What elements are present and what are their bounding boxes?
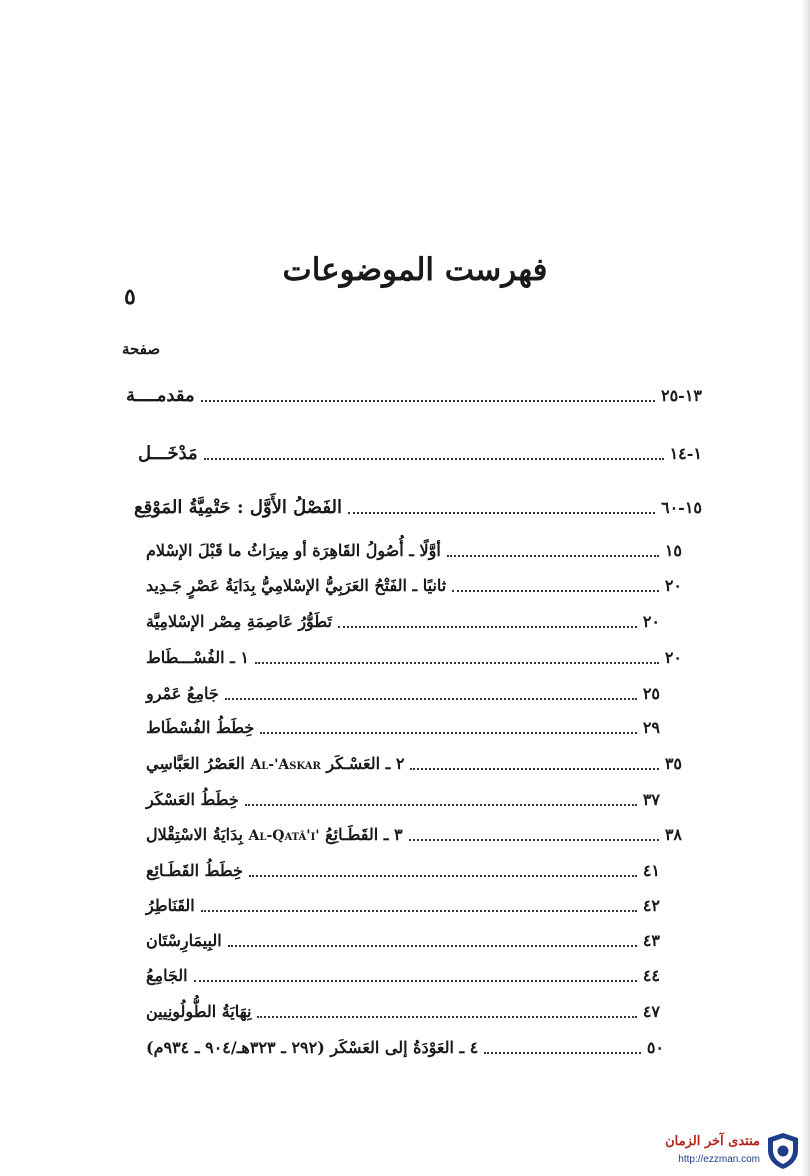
toc-entry-introduction[interactable]	[118, 380, 702, 410]
toc-entry-fustat-plans[interactable]	[138, 712, 660, 742]
toc-entry-return-to-askar[interactable]	[138, 1032, 664, 1062]
dot-leader	[201, 910, 637, 912]
watermark-name: منتدى آخر الزمان	[665, 1134, 760, 1149]
dot-leader	[194, 980, 637, 982]
toc-entry-label	[138, 754, 404, 773]
toc-entry-pages: ٢٠	[664, 575, 682, 595]
toc-entry-label: القَنَاطِرُ	[146, 895, 195, 915]
watermark-logo[interactable]	[658, 1132, 804, 1172]
dot-leader	[409, 839, 659, 841]
toc-entry-hospital[interactable]	[138, 925, 660, 955]
dot-leader	[452, 590, 659, 592]
toc-entry-pages: ٢٠	[664, 647, 682, 667]
dot-leader	[228, 945, 637, 947]
page-column-label: صفحة	[122, 340, 161, 358]
dot-leader	[245, 804, 637, 806]
toc-entry-label: ١ ـ الفُسْـــطَاط	[146, 647, 249, 667]
toc-entry-label: خِطَطُ الفُسْطَاط	[146, 717, 255, 737]
toc-entry-label: خِطَطُ القَطَـائِع	[146, 860, 243, 880]
toc-entry-label: الفَصْلُ الأَوَّل : حَتْمِيَّةُ المَوْقِع	[134, 496, 343, 518]
toc-entry-pages: ٢٠	[642, 611, 660, 631]
toc-entry-askar-plans[interactable]	[138, 784, 660, 814]
toc-entry-label-arabic-suffix: بِدَايَةُ الاسْتِقْلال	[146, 824, 243, 844]
toc-entry-tulunid-end[interactable]	[138, 996, 660, 1026]
toc-entry-pages: ٢٩	[642, 717, 660, 737]
toc-entry-pages: ١-١٤	[669, 443, 702, 463]
toc-entry-pages: ٤١	[642, 860, 660, 880]
dot-leader	[410, 768, 658, 770]
dot-leader	[260, 732, 637, 734]
toc-entry-pages: ٤٣	[642, 930, 660, 950]
toc-entry-label: ثانيًا ـ الفَتْحُ العَرَبِيُّ الإسْلامِيُّ بِدَايَةُ عَصْرٍ جَـدِيد	[146, 575, 447, 595]
toc-entry-pages: ٣٥	[664, 753, 682, 773]
dot-leader	[257, 1016, 636, 1018]
toc-entry-label-arabic: ٣ ـ القَطَـائِعُ	[325, 824, 403, 844]
toc-entry-pages: ١٥-٦٠	[660, 497, 702, 517]
toc-entry-pages: ٤٢	[642, 895, 660, 915]
dot-leader	[201, 400, 655, 402]
toc-entry-fustat[interactable]	[138, 642, 682, 672]
toc-entry-label: جَامِعُ عَمْرو	[146, 683, 219, 703]
toc-entry-askar[interactable]	[138, 748, 682, 778]
shield-logo-icon	[766, 1132, 800, 1170]
toc-entry-amr-mosque[interactable]	[138, 678, 660, 708]
toc-entry-mosque[interactable]	[138, 960, 660, 990]
toc-entry-pages: ٣٨	[664, 824, 682, 844]
dot-leader	[255, 662, 659, 664]
toc-entry-pages: ١٥	[664, 540, 682, 560]
dot-leader	[338, 626, 637, 628]
dot-leader	[484, 1052, 640, 1054]
toc-entry-chapter-1[interactable]	[126, 492, 702, 522]
toc-entry-pages: ٣٧	[642, 789, 660, 809]
toc-entry-label: البِيمَارِسْتَان	[146, 930, 222, 950]
toc-entry-pages: ٥٠	[646, 1037, 664, 1057]
toc-entry-pages: ٤٧	[642, 1001, 660, 1021]
toc-entry-label	[138, 825, 403, 844]
dot-leader	[249, 875, 637, 877]
page-title: فهرست الموضوعات	[282, 252, 548, 288]
toc-entry-label-arabic-suffix: العَصْرُ العَبَّاسِي	[146, 753, 245, 773]
toc-entry-preface[interactable]	[130, 438, 702, 468]
page-number: ٥	[124, 284, 136, 310]
toc-entry-label-latin: Al-Qatâ'i'	[248, 827, 320, 844]
toc-entry-capital-development[interactable]	[138, 606, 660, 636]
watermark-url[interactable]: http://ezzman.com	[678, 1154, 760, 1165]
toc-entry-label: الجَامِعُ	[146, 965, 188, 985]
toc-entry-label: ٤ ـ العَوْدَةُ إلى العَسْكَر (٢٩٢ ـ ٣٢٣هـ/٩٠٤ ـ ٩٣٤م)	[146, 1037, 479, 1057]
dot-leader	[204, 458, 664, 460]
dot-leader	[447, 555, 659, 557]
toc-entry-label: مَدْخَـــل	[138, 442, 198, 464]
toc-entry-qatai[interactable]	[138, 819, 682, 849]
toc-entry-qatai-plans[interactable]	[138, 855, 660, 885]
toc-entry-label-arabic: ٢ ـ العَسْـكَر	[326, 753, 405, 773]
toc-entry-label-latin: Al-'Askar	[250, 756, 321, 773]
dot-leader	[225, 698, 637, 700]
toc-entry-label: مقدمــــة	[126, 384, 195, 406]
toc-entry-section-2[interactable]	[138, 570, 682, 600]
dot-leader	[348, 512, 655, 514]
toc-entry-label: أوَّلًا ـ أُصُولُ القَاهِرَة أو مِيرَاثُ ما قَبْلَ الإسْلام	[146, 540, 441, 560]
toc-entry-bridges[interactable]	[138, 890, 660, 920]
toc-entry-label: نِهَايَةُ الطُّولُونِيين	[146, 1001, 252, 1021]
toc-entry-label: تَطَوُّرُ عَاصِمَةِ مِصْر الإسْلامِيَّة	[146, 611, 332, 631]
toc-entry-pages: ١٣-٢٥	[660, 385, 702, 405]
toc-entry-section-1[interactable]	[138, 535, 682, 565]
toc-entry-pages: ٤٤	[642, 965, 660, 985]
toc-entry-pages: ٢٥	[642, 683, 660, 703]
toc-entry-label: خِطَطُ العَسْكَر	[146, 789, 239, 809]
